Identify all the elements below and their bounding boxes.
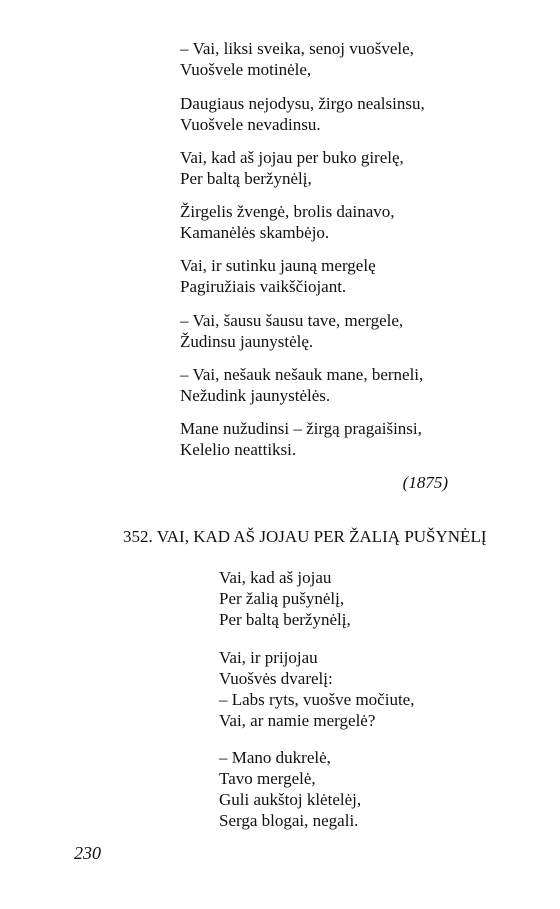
- verse-line: Per baltą beržynėlį,: [180, 169, 312, 188]
- verse-line: Per žalią pušynėlį,: [219, 589, 345, 608]
- verse-line: Žirgelis žvengė, brolis dainavo,: [180, 202, 395, 221]
- verse-line: Vai, kad aš jojau per buko girelę,: [180, 148, 404, 167]
- verse-line: Nežudink jaunystėlės.: [180, 386, 331, 405]
- verse-line: Daugiaus nejodysu, žirgo nealsinsu,: [180, 94, 425, 113]
- verse-line: Vai, ir sutinku jauną mergelę: [180, 256, 376, 275]
- poem-2-stanza-3: [219, 747, 361, 831]
- verse-line: Serga blogai, negali.: [219, 811, 359, 830]
- poem-1-stanza-3: [180, 147, 404, 189]
- verse-line: – Vai, nešauk nešauk mane, berneli,: [180, 365, 424, 384]
- poem-1-stanza-1: [180, 38, 414, 80]
- verse-line: Kamanėlės skambėjo.: [180, 223, 330, 242]
- verse-line: – Mano dukrelė,: [219, 748, 331, 767]
- verse-line: Per baltą beržynėlį,: [219, 610, 351, 629]
- poem-2-stanza-2: [219, 647, 414, 731]
- verse-line: – Vai, liksi sveika, senoj vuošvele,: [180, 39, 414, 58]
- verse-line: Vai, ar namie mergelė?: [219, 711, 376, 730]
- verse-line: – Vai, šausu šausu tave, mergele,: [180, 311, 404, 330]
- verse-line: Žudinsu jaunystėlę.: [180, 332, 314, 351]
- verse-line: Vai, kad aš jojau: [219, 568, 332, 587]
- verse-line: Kelelio neattiksi.: [180, 440, 297, 459]
- verse-line: Vuošvele nevadinsu.: [180, 115, 321, 134]
- verse-line: Guli aukštoj klėtelėj,: [219, 790, 362, 809]
- poem-2-stanza-1: [219, 567, 351, 630]
- verse-line: Tavo mergelė,: [219, 769, 316, 788]
- verse-line: Vai, ir prijojau: [219, 648, 318, 667]
- poem-1-stanza-5: [180, 255, 376, 297]
- poem-1-year: (1875): [402, 473, 448, 492]
- verse-line: – Labs ryts, vuošve močiute,: [219, 690, 415, 709]
- verse-line: Vuošvele motinėle,: [180, 60, 312, 79]
- verse-line: Vuošvės dvarelį:: [219, 669, 333, 688]
- poem-1-stanza-8: [180, 418, 422, 460]
- poem-2-heading: 352. VAI, KAD AŠ JOJAU PER ŽALIĄ PUŠYNĖLĮ: [123, 527, 487, 546]
- poem-1-stanza-2: [180, 93, 425, 135]
- poem-1-stanza-4: [180, 201, 395, 243]
- verse-line: Pagiružiais vaikščiojant.: [180, 277, 347, 296]
- page-number: 230: [74, 843, 101, 863]
- verse-line: Mane nužudinsi – žirgą pragaišinsi,: [180, 419, 422, 438]
- poem-1-stanza-6: [180, 310, 403, 352]
- poem-1-stanza-7: [180, 364, 423, 406]
